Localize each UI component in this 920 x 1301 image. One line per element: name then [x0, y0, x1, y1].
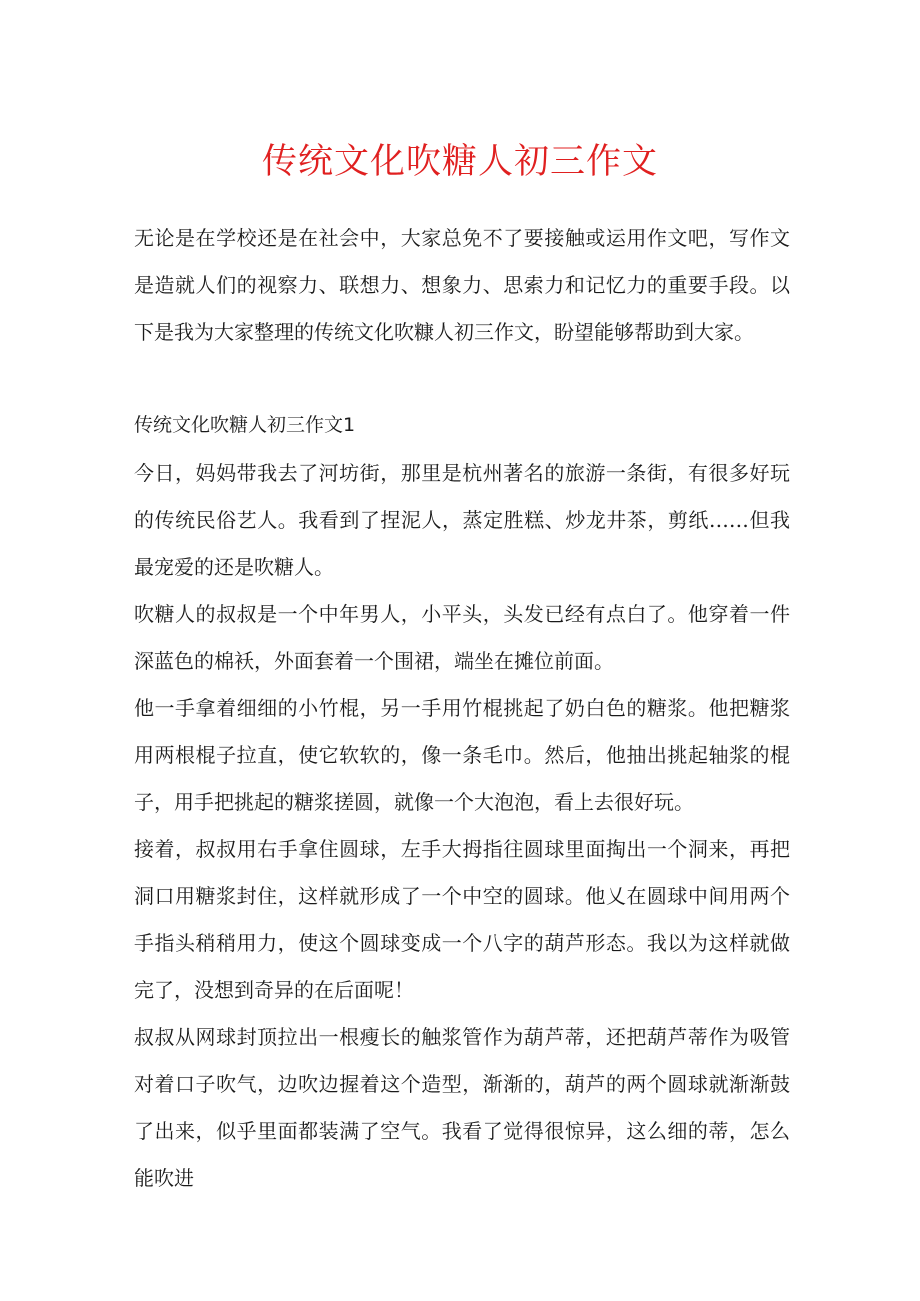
- intro-paragraph: 无论是在学校还是在社会中，大家总免不了要接触或运用作文吧，写作文是造就人们的视察力、联想力、想象力、思索力和记忆力的重要手段。以下是我为大家整理的传统文化吹糠人初三作文，盼望能够帮助到大家。: [134, 226, 790, 344]
- essay-paragraph-2: 吹糖人的叔叔是一个中年男人，小平头，头发已经有点白了。他穿着一件深蓝色的棉袄，外面套着一个围裙，端坐在摊位前面。: [134, 602, 790, 673]
- essay-paragraph-5: 叔叔从网球封顶拉出一根瘦长的触浆管作为葫芦蒂，还把葫芦蒂作为吸管对着口子吹气，边吹边握着这个造型，渐渐的，葫芦的两个圆球就渐渐鼓了出来，似乎里面都装满了空气。我看了觉得很惊异，这么细的蒂，怎么能吹进: [134, 1025, 790, 1190]
- essay-paragraph-3: 他一手拿着细细的小竹棍，另一手用竹棍挑起了奶白色的糖浆。他把糖浆用两根棍子拉直，使它软软的，像一条毛巾。然后，他抽出挑起轴浆的棍子，用手把挑起的糖浆搓圆，就像一个大泡泡，看上去很好玩。: [134, 696, 790, 814]
- essay-paragraph-1: 今日，妈妈带我去了河坊街，那里是杭州著名的旅游一条街，有很多好玩的传统民俗艺人。我看到了捏泥人，蒸定胜糕、炒龙井茶，剪纸……但我最宠爱的还是吹糖人。: [134, 461, 790, 579]
- essay-body: [134, 450, 790, 1202]
- section-heading: 传统文化吹糖人初三作文1: [134, 414, 356, 436]
- essay-paragraph-4: 接着，叔叔用右手拿住圆球，左手大拇指往圆球里面掏出一个洞来，再把洞口用糖浆封住，这样就形成了一个中空的圆球。他乂在圆球中间用两个手指头稍稍用力，使这个圆球变成一个八字的葫芦形态。我以为这样就做完了，没想到奇异的在后面呢！: [134, 837, 790, 1002]
- document-title: 传统文化吹糖人初三作文: [261, 142, 658, 182]
